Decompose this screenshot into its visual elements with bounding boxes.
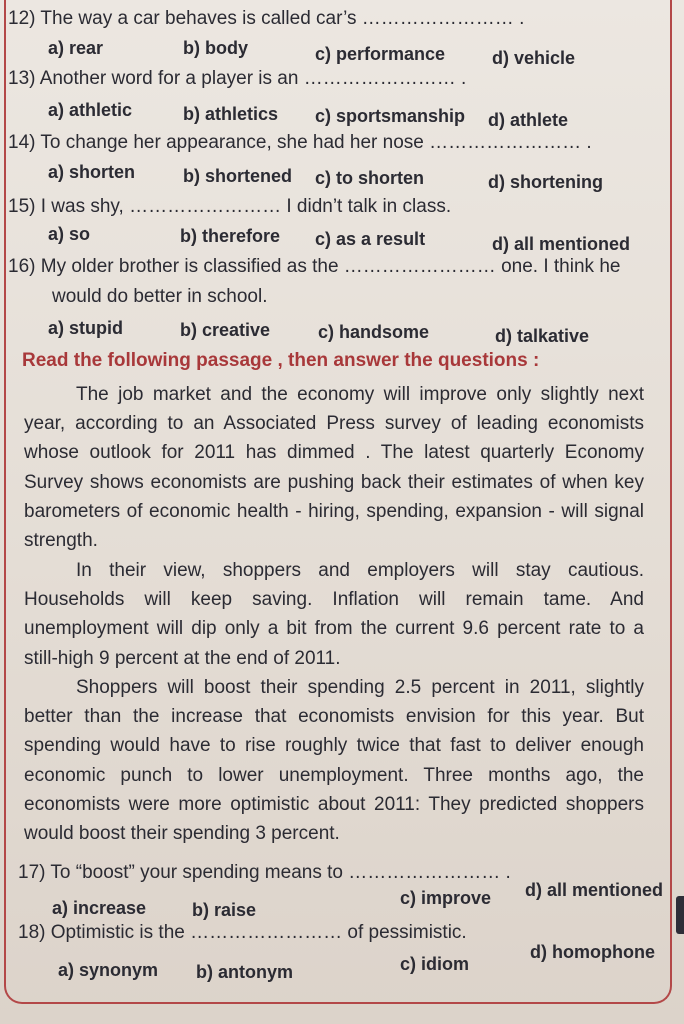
q13-option-d: d) athlete: [488, 110, 569, 130]
q12-option-b: b) body: [183, 38, 248, 58]
q13-option-c: c) sportsmanship: [315, 106, 466, 126]
question-17-stem: 17) To “boost” your spending means to …………………… .: [18, 862, 511, 883]
q17-option-c: c) improve: [400, 888, 492, 908]
q18-option-d: d) homophone: [530, 942, 655, 962]
q17-option-b: b) raise: [192, 900, 257, 920]
q14-option-a: a) shorten: [48, 162, 136, 182]
q13-option-b: b) athletics: [183, 104, 279, 124]
passage-paragraph-3: Shoppers will boost their spending 2.5 percent in 2011, slightly better than the increase that economists envision for this year. But spending would have to rise roughly twice that fast to deliver enough economic punch to lower unemployment. Three months ago, the economists were more optimistic about 2011: They predicted shoppers would boost their spending 3 percent.: [24, 677, 644, 845]
q16-option-c: c) handsome: [318, 322, 430, 342]
q12-option-c: c) performance: [315, 44, 446, 64]
passage-paragraph-1: The job market and the economy will improve only slightly next year, according to an Associated Press survey of leading economists whose outlook for 2011 has dimmed . The latest quarterly Economy Survey shows economists are pushing back their estimates of when key barometers of economic health - hiring, spending, expansion - will signal strength.: [24, 384, 644, 552]
question-18-stem: 18) Optimistic is the …………………… of pessimistic.: [18, 922, 467, 943]
question-16-stem-continued: would do better in school.: [52, 286, 268, 307]
q12-option-d: d) vehicle: [492, 48, 576, 68]
q14-option-b: b) shortened: [183, 166, 293, 186]
question-15-stem: 15) I was shy, …………………… I didn’t talk in class.: [8, 196, 452, 217]
q16-option-a: a) stupid: [48, 318, 123, 338]
q12-option-a: a) rear: [48, 38, 104, 58]
q14-option-c: c) to shorten: [315, 168, 425, 188]
q15-option-c: c) as a result: [315, 229, 426, 249]
q17-option-d: d) all mentioned: [525, 880, 664, 900]
q16-option-b: b) creative: [180, 320, 271, 340]
q14-option-d: d) shortening: [488, 172, 603, 192]
q18-option-b: b) antonym: [196, 962, 293, 982]
q17-option-a: a) increase: [52, 898, 147, 918]
q15-option-a: a) so: [48, 224, 91, 244]
passage-paragraph-2: In their view, shoppers and employers will stay cautious. Households will keep saving. Inflation will remain tame. And unemployment will dip only a bit from the current 9.6 percent rate to a still-high 9 percent at the end of 2011.: [24, 560, 644, 669]
question-13-stem: 13) Another word for a player is an …………………… .: [8, 68, 467, 89]
q13-option-a: a) athletic: [48, 100, 133, 120]
q16-option-d: d) talkative: [495, 326, 590, 346]
q15-option-b: b) therefore: [180, 226, 281, 246]
passage-heading: Read the following passage , then answer the questions :: [22, 350, 540, 371]
page-edge-tab: [676, 896, 684, 934]
question-16-stem: 16) My older brother is classified as the …………………… one. I think he: [8, 256, 621, 277]
q15-option-d: d) all mentioned: [492, 234, 631, 254]
q18-option-a: a) synonym: [58, 960, 159, 980]
question-14-stem: 14) To change her appearance, she had her nose …………………… .: [8, 132, 592, 153]
q18-option-c: c) idiom: [400, 954, 470, 974]
question-12-stem: 12) The way a car behaves is called car’s …………………… .: [8, 8, 525, 29]
